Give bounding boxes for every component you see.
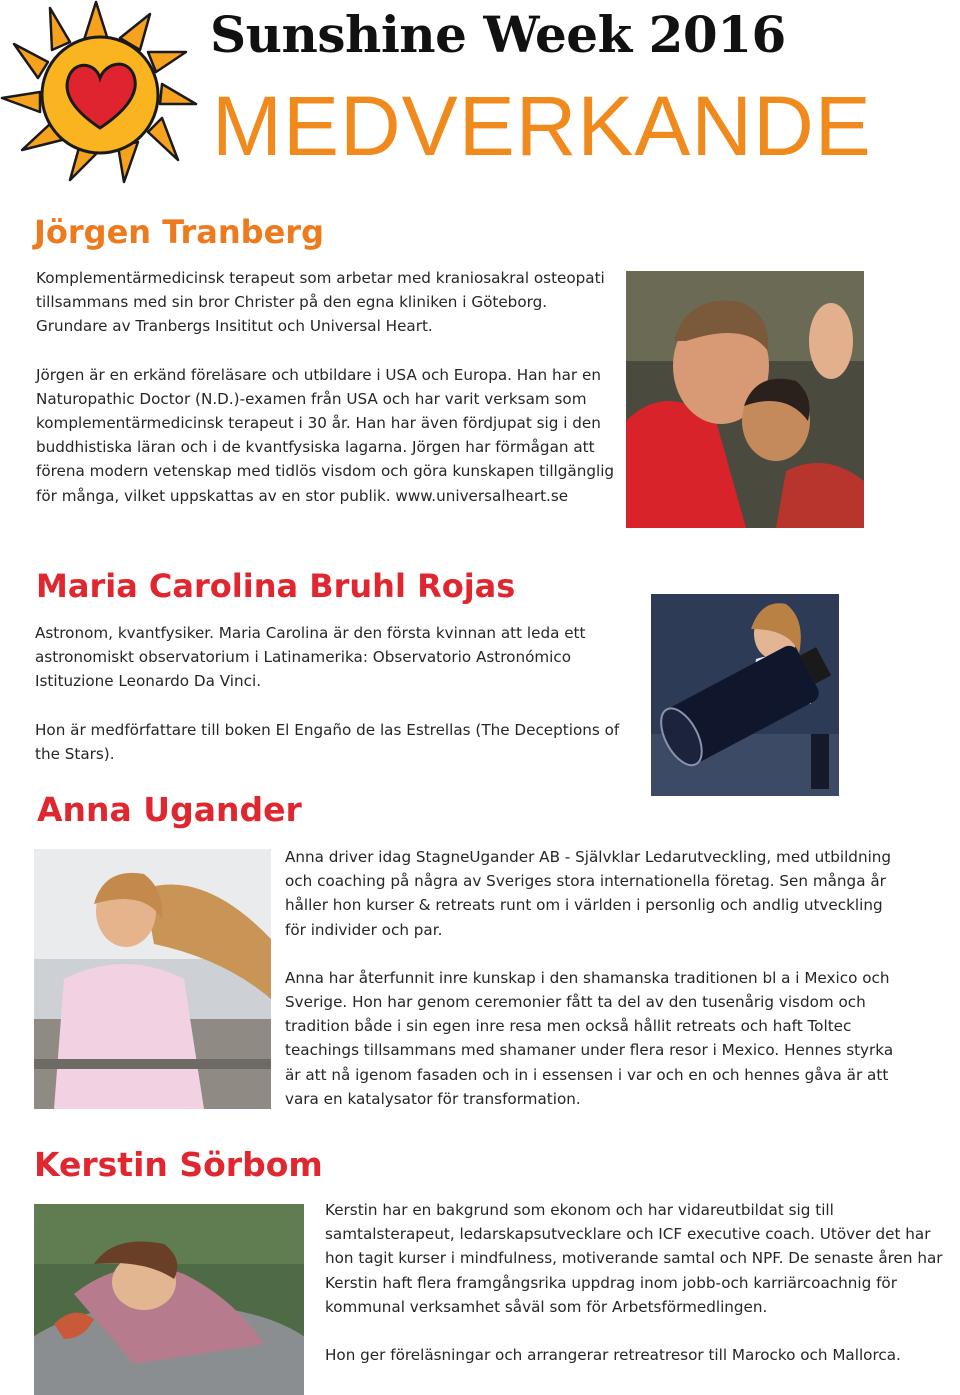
page-title: Sunshine Week 2016 [210, 5, 786, 64]
person-name-kerstin: Kerstin Sörbom [34, 1145, 323, 1184]
photo-jorgen [626, 271, 864, 528]
person-name-jorgen: Jörgen Tranberg [34, 213, 324, 251]
person-bio-jorgen [36, 266, 621, 508]
photo-anna [34, 849, 271, 1109]
bio-paragraph: Astronom, kvantfysiker. Maria Carolina är den första kvinnan att leda ett astronomiskt observatorium i Latinamerika: Observatorio Astronómico Istituzione Leonardo Da Vinci. [35, 624, 586, 691]
bio-paragraph: Hon ger föreläsningar och arrangerar retreatresor till Marocko och Mallorca. [325, 1346, 901, 1365]
bio-paragraph: Hon är medförfattare till boken El Engaño de las Estrellas (The Deceptions of the Stars). [35, 720, 620, 763]
bio-paragraph: Anna driver idag StagneUgander AB - Självklar Ledarutveckling, med utbildning och coaching på några av Sveriges stora internationella företag. Sen många år håller hon kurser & retreats runt om i världen i personlig och andlig utveckling för individer och par. [285, 848, 892, 939]
person-bio-kerstin [325, 1198, 960, 1367]
sun-heart-icon [0, 0, 200, 185]
person-bio-maria [35, 621, 635, 766]
bio-paragraph: Kerstin har en bakgrund som ekonom och har vidareutbildat sig till samtalsterapeut, ledarskapsutvecklare och ICF executive coach. Utöver det har hon tagit kurser i mindfulness, motiverande samtal och NPF. De senaste åren har Kerstin haft flera framgångsrika uppdrag inom jobb-och karriärcoachnig för kommunal verksamhet såväl som för Arbetsförmedlingen. [325, 1201, 943, 1316]
photo-kerstin [34, 1204, 304, 1395]
photo-maria [651, 594, 839, 796]
person-name-maria: Maria Carolina Bruhl Rojas [36, 567, 516, 605]
sunshine-logo [0, 0, 200, 185]
bio-paragraph: Anna har återfunnit inre kunskap i den shamanska traditionen bl a i Mexico och Sverige. Hon har genom ceremonier fått ta del av den tusenårig visdom och tradition både i sin egen inre resa men också hållit retreats och haft Toltec teachings tillsammans med shamaner under flera resor i Mexico. Hennes styrka är att nå igenom fasaden och in i essensen i var och en och hennes gåva är att vara en katalysator för transformation. [285, 968, 894, 1108]
person-bio-anna [285, 845, 897, 1111]
bio-paragraph: Jörgen är en erkänd föreläsare och utbildare i USA och Europa. Han har en Naturopathic Doctor (N.D.)-examen från USA och har varit verksam som komplementärmedicinsk terapeut i 30 år. Han har även fördjupat sig i den buddhistiska läran och i de kvantfysiska lagarna. Jörgen har förmågan att förena modern vetenskap med tidlös visdom och göra kunskapen tillgänglig för många, vilket uppskattas av en stor publik. www.universalheart.se [36, 365, 615, 505]
page-subtitle: MEDVERKANDE [212, 79, 872, 173]
person-name-anna: Anna Ugander [37, 790, 302, 829]
bio-paragraph: Komplementärmedicinsk terapeut som arbetar med kraniosakral osteopati tillsammans med sin bror Christer på den egna kliniken i Göteborg. Grundare av Tranbergs Insititut och Universal Heart. [36, 269, 605, 336]
